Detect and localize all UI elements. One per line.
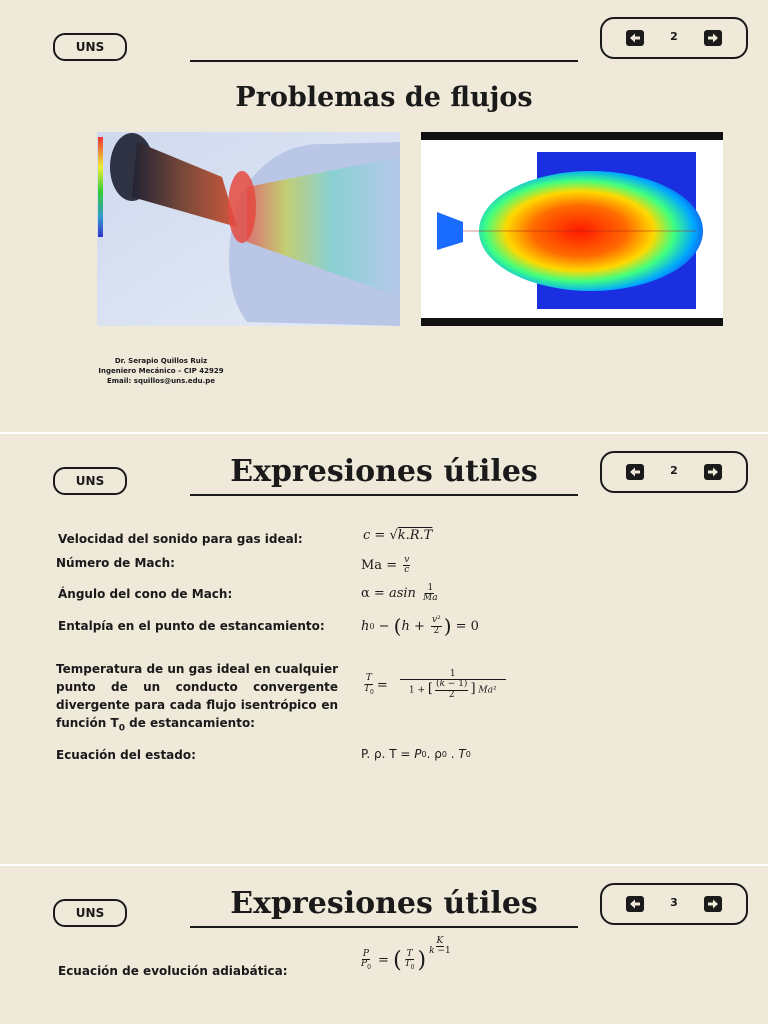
page-title: Problemas de flujos	[235, 82, 533, 113]
page-number: 2	[670, 464, 678, 477]
label-speed-of-sound: Velocidad del sonido para gas ideal:	[58, 532, 303, 546]
para-main: Temperatura de un gas ideal en cualquier punto de un conducto convergente divergente para cada flujo isentrópico en función T	[56, 662, 338, 730]
title-rule	[190, 494, 578, 496]
label-state-equation: Ecuación del estado:	[56, 748, 196, 762]
author-name: Dr. Serapio Quillos Ruiz	[114, 357, 208, 365]
author-email[interactable]: Email: squillos@uns.edu.pe	[106, 377, 216, 385]
label-adiabatic-evolution: Ecuación de evolución adiabática:	[58, 964, 288, 978]
slide-1	[0, 0, 768, 432]
uns-badge: UNS	[53, 33, 127, 61]
para-sub: 0	[118, 723, 125, 734]
label-mach-number: Número de Mach:	[56, 556, 175, 570]
arrow-right-icon	[704, 30, 722, 46]
jet-contour-image	[421, 132, 723, 326]
formula-speed-of-sound: c = √ k.R.T	[363, 528, 433, 543]
author-role: Ingeniero Mecánico – CIP 42929	[98, 367, 224, 375]
nozzle-cfd-image	[97, 132, 400, 326]
formula-isentropic-temperature: $\frac{T}{T_0}$ = 1 1 + [ $\frac{(k - 1)}{2}$ ] Ma²	[361, 670, 508, 700]
page-number: 3	[670, 896, 678, 909]
page-navigator	[600, 17, 748, 59]
title-rule	[190, 926, 578, 928]
page-number: 2	[670, 30, 678, 43]
page-title: Expresiones útiles	[230, 886, 538, 921]
slide-3	[0, 866, 768, 1024]
slide-2	[0, 434, 768, 864]
formula-stagnation-enthalpy: h 0 − ( h + $\frac{\text{v²}}{2}$ ) = 0	[361, 614, 479, 638]
para-tail: de estancamiento:	[124, 716, 255, 730]
formula-mach-cone: α = asin $\frac{1}{Ma}$	[361, 583, 438, 604]
label-stagnation-enthalpy: Entalpía en el punto de estancamiento:	[58, 619, 325, 633]
label-mach-cone: Ángulo del cono de Mach:	[58, 587, 233, 601]
author-credit	[96, 356, 226, 386]
page-title: Expresiones útiles	[230, 454, 538, 489]
next-page-button[interactable]	[704, 30, 722, 46]
label-isentropic-temperature	[56, 660, 338, 737]
title-rule	[190, 60, 578, 62]
uns-badge: UNS	[53, 899, 127, 927]
uns-badge: UNS	[53, 467, 127, 495]
formula-state-equation: P. ρ. T = P 0 . ρ 0 . T 0	[361, 747, 471, 761]
formula-adiabatic-evolution: $\frac{P}{P_0}$ = ( $\frac{T}{T_0}$ ) $\frac{K}{k -1}$	[361, 935, 451, 973]
formula-mach-number: Ma = $\frac{v}{c}$	[361, 555, 410, 576]
